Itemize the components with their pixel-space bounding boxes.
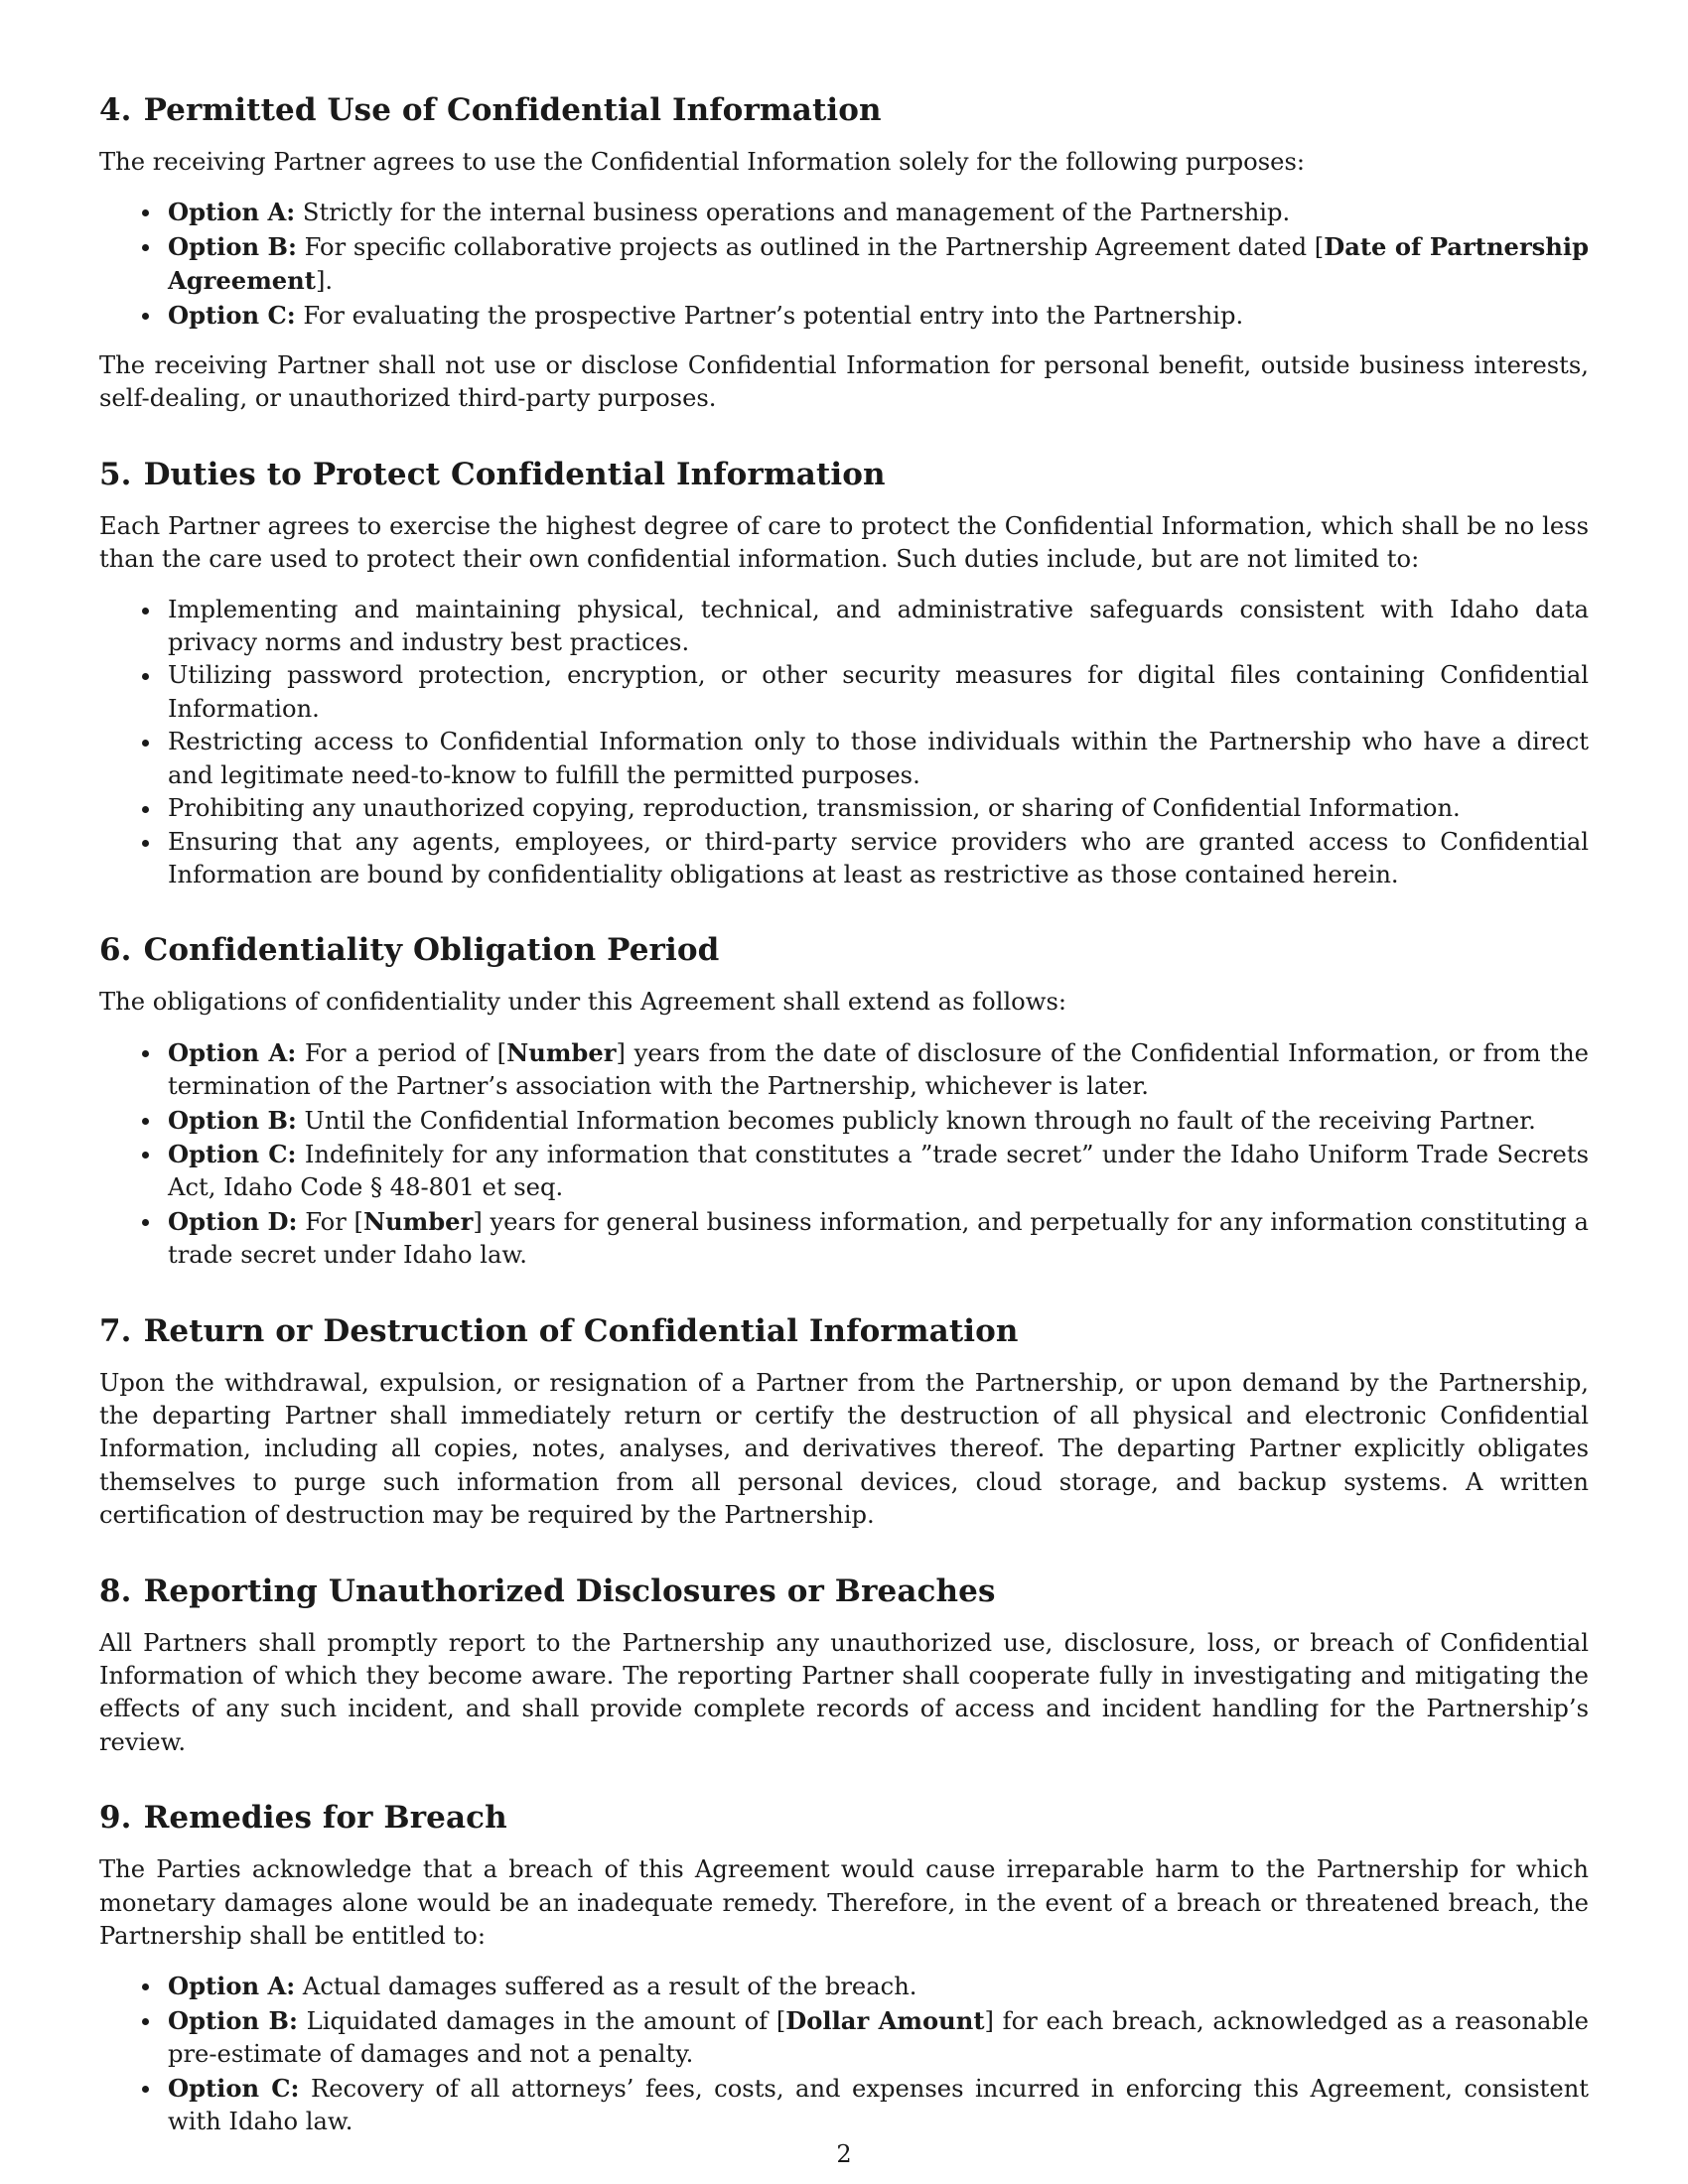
option-label: Option D:	[168, 1206, 298, 1236]
section-title: Permitted Use of Confidential Information	[143, 92, 882, 128]
bullet-list	[99, 196, 1589, 333]
list-item	[99, 826, 1589, 892]
item-text: Recovery of all attorneys’ fees, costs, and expenses incurred in enforcing this Agreement, consistent with Idaho law.	[168, 2074, 1589, 2136]
section-number: 6.	[99, 932, 132, 969]
bullet-list	[99, 1970, 1589, 2138]
section-6	[99, 931, 1589, 1272]
placeholder-field: Date of Partnership Agreement	[168, 231, 1589, 296]
list-item	[99, 792, 1589, 825]
section-5	[99, 456, 1589, 891]
list-item	[99, 1205, 1589, 1273]
list-item	[99, 1104, 1589, 1138]
section-title: Confidentiality Obligation Period	[143, 932, 720, 969]
list-item	[99, 1036, 1589, 1104]
item-text: Indefinitely for any information that constitutes a ”trade secret” under the Idaho Uniform Trade Secrets Act, Idaho Code § 48-801 et seq.	[168, 1140, 1589, 1202]
item-text-tail: ] for each breach, acknowledged as a reasonable pre-estimate of damages and not a penalty.	[168, 2006, 1589, 2069]
section-heading	[99, 456, 1589, 493]
option-label: Option A:	[168, 1037, 297, 1067]
section-paragraph: All Partners shall promptly report to the Partnership any unauthorized use, disclosure, loss, or breach of Confidential Information of which they become aware. The reporting Partner shall cooperate fully in investigating and mitigating the effects of any such incident, and shall provide complete records of access and incident handling for the Partnership’s review.	[99, 1628, 1589, 1756]
item-text: Prohibiting any unauthorized copying, reproduction, transmission, or sharing of Confidential Information.	[168, 794, 1461, 823]
item-text: Until the Confidential Information becomes publicly known through no fault of the receiving Partner.	[296, 1106, 1536, 1135]
section-paragraph: Each Partner agrees to exercise the highest degree of care to protect the Confidential Information, which shall be no less than the care used to protect their own confidential information. Such duties include, but are not limited to:	[99, 511, 1589, 574]
item-text: Strictly for the internal business operations and management of the Partnership.	[295, 199, 1291, 227]
item-text: Liquidated damages in the amount of [	[297, 2006, 786, 2035]
option-label: Option C:	[168, 1139, 297, 1168]
option-label: Option C:	[168, 2073, 300, 2103]
section-heading	[99, 931, 1589, 969]
section-paragraph: The receiving Partner agrees to use the Confidential Information solely for the following purposes:	[99, 148, 1306, 176]
list-item	[99, 594, 1589, 660]
option-label: Option B:	[168, 2005, 298, 2035]
option-label: Option B:	[168, 1105, 297, 1135]
section-number: 7.	[99, 1312, 132, 1349]
section-7	[99, 1312, 1589, 1533]
section-heading	[99, 1799, 1589, 1837]
placeholder-field: Number	[506, 1037, 617, 1067]
section-number: 8.	[99, 1572, 132, 1609]
list-item	[99, 1970, 1589, 2003]
placeholder-field: Number	[362, 1206, 474, 1236]
section-title: Duties to Protect Confidential Information	[143, 456, 886, 492]
section-paragraph: The obligations of confidentiality under this Agreement shall extend as follows:	[99, 988, 1067, 1017]
section-heading	[99, 91, 1589, 129]
option-label: Option A:	[168, 1972, 296, 2001]
section-number: 4.	[99, 92, 132, 128]
item-text-tail: ] years for general business information, and perpetually for any information constituting a trade secret under Idaho law.	[168, 1207, 1589, 1270]
placeholder-field: Dollar Amount	[785, 2005, 985, 2035]
item-text: Ensuring that any agents, employees, or third-party service providers who are granted access to Confidential Information are bound by confidentiality obligations at least as restrictive as those contained herein.	[168, 827, 1589, 888]
section-heading	[99, 1312, 1589, 1350]
section-title: Reporting Unauthorized Disclosures or Breaches	[143, 1572, 996, 1609]
section-title: Return or Destruction of Confidential Information	[143, 1312, 1019, 1349]
list-item	[99, 726, 1589, 792]
item-text: For specific collaborative projects as outlined in the Partnership Agreement dated [	[296, 232, 1325, 261]
list-item	[99, 2004, 1589, 2072]
list-item	[99, 196, 1589, 229]
item-text-tail: ].	[315, 267, 334, 296]
page-number: 2	[836, 2140, 852, 2168]
bullet-list	[99, 594, 1589, 892]
option-label: Option A:	[168, 198, 296, 227]
document-page	[99, 91, 1589, 2178]
section-8	[99, 1572, 1589, 1760]
item-text: Actual damages suffered as a result of the breach.	[295, 1973, 917, 2001]
section-closing-paragraph: The receiving Partner shall not use or disclose Confidential Information for personal benefit, outside business interests, self-dealing, or unauthorized third-party purposes.	[99, 351, 1589, 413]
section-heading	[99, 1572, 1589, 1610]
section-title: Remedies for Breach	[143, 1800, 507, 1837]
bullet-list	[99, 1036, 1589, 1273]
list-item	[99, 2072, 1589, 2139]
item-text: Implementing and maintaining physical, technical, and administrative safeguards consistent with Idaho data privacy norms and industry best practices.	[168, 595, 1589, 657]
section-paragraph: The Parties acknowledge that a breach of this Agreement would cause irreparable harm to the Partnership for which monetary damages alone would be an inadequate remedy. Therefore, in the event of a breach or threatened breach, the Partnership shall be entitled to:	[99, 1855, 1589, 1951]
item-text: For [	[297, 1207, 363, 1236]
section-paragraph: Upon the withdrawal, expulsion, or resignation of a Partner from the Partnership, or upon demand by the Partnership, the departing Partner shall immediately return or certify the destruction of all physical and electronic Confidential Information, including all copies, notes, analyses, and derivatives thereof. The departing Partner explicitly obligates themselves to purge such information from all personal devices, cloud storage, and backup systems. A written certification of destruction may be required by the Partnership.	[99, 1368, 1589, 1530]
item-text: Utilizing password protection, encryption, or other security measures for digital files containing Confidential Information.	[168, 661, 1589, 723]
item-text: For a period of [	[296, 1038, 507, 1067]
section-number: 5.	[99, 456, 132, 492]
section-4	[99, 91, 1589, 416]
list-item	[99, 1138, 1589, 1205]
list-item	[99, 659, 1589, 726]
section-9	[99, 1799, 1589, 2138]
option-label: Option B:	[168, 231, 297, 261]
item-text: Restricting access to Confidential Information only to those individuals within the Partnership who have a direct and legitimate need-to-know to fulfill the permitted purposes.	[168, 728, 1589, 789]
list-item	[99, 230, 1589, 299]
item-text: For evaluating the prospective Partner’s potential entry into the Partnership.	[295, 301, 1244, 330]
section-number: 9.	[99, 1800, 132, 1837]
option-label: Option C:	[168, 300, 296, 330]
list-item	[99, 299, 1589, 333]
item-text-tail: ] years from the date of disclosure of the Confidential Information, or from the termination of the Partner’s association with the Partnership, whichever is later.	[168, 1038, 1589, 1101]
